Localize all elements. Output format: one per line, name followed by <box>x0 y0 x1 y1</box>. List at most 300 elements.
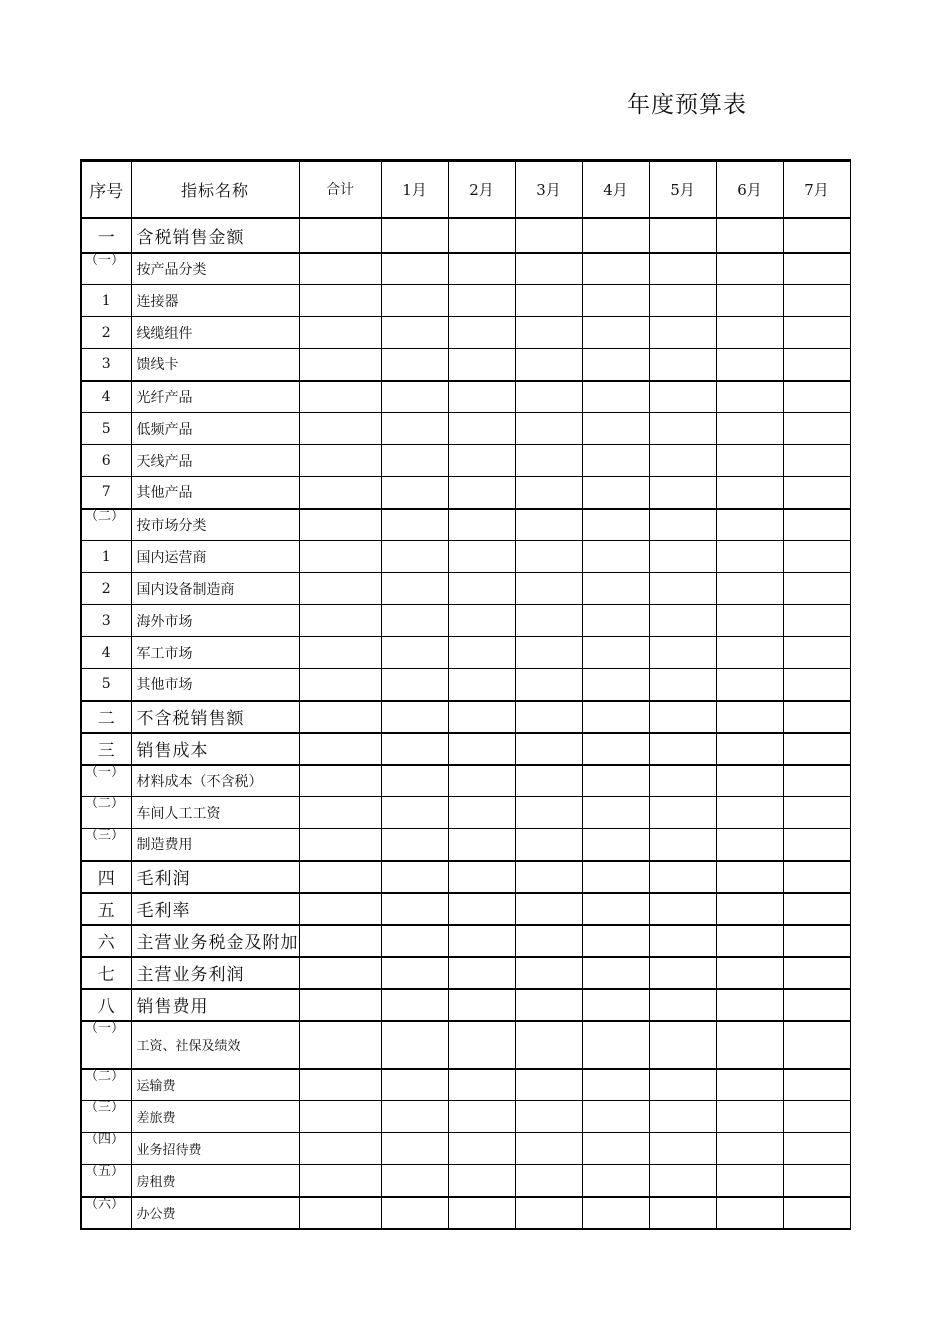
cell-month-6[interactable] <box>716 541 783 573</box>
cell-month-2[interactable] <box>448 541 515 573</box>
row-name: 海外市场 <box>131 605 299 637</box>
row-name: 不含税销售额 <box>131 701 299 733</box>
cell-month-2[interactable] <box>448 957 515 989</box>
cell-total[interactable] <box>299 733 381 765</box>
cell-total[interactable] <box>299 445 381 477</box>
cell-month-3[interactable] <box>515 317 582 349</box>
table-row <box>81 957 850 989</box>
cell-month-3[interactable] <box>515 797 582 829</box>
cell-month-5[interactable] <box>649 733 716 765</box>
cell-month-3[interactable] <box>515 413 582 445</box>
cell-month-5[interactable] <box>649 861 716 893</box>
cell-month-3[interactable] <box>515 1133 582 1165</box>
cell-month-4[interactable] <box>582 285 649 317</box>
cell-month-5[interactable] <box>649 893 716 925</box>
cell-total[interactable] <box>299 285 381 317</box>
row-seq: 三 <box>81 733 131 765</box>
cell-month-2[interactable] <box>448 477 515 509</box>
cell-month-3[interactable] <box>515 861 582 893</box>
row-name: 线缆组件 <box>131 317 299 349</box>
cell-month-1[interactable] <box>381 1133 448 1165</box>
cell-month-2[interactable] <box>448 1021 515 1069</box>
cell-month-6[interactable] <box>716 1165 783 1197</box>
cell-month-1[interactable] <box>381 477 448 509</box>
row-seq: 5 <box>81 413 131 445</box>
cell-month-7[interactable] <box>783 893 850 925</box>
cell-month-2[interactable] <box>448 925 515 957</box>
row-name: 业务招待费 <box>131 1133 299 1165</box>
row-name: 销售成本 <box>131 733 299 765</box>
table-row <box>81 765 850 797</box>
cell-month-1[interactable] <box>381 861 448 893</box>
cell-month-4[interactable] <box>582 413 649 445</box>
cell-month-4[interactable] <box>582 573 649 605</box>
row-name: 办公费 <box>131 1197 299 1229</box>
cell-month-6[interactable] <box>716 637 783 669</box>
cell-month-7[interactable] <box>783 957 850 989</box>
row-seq: 7 <box>81 477 131 509</box>
cell-month-6[interactable] <box>716 893 783 925</box>
cell-month-6[interactable] <box>716 1021 783 1069</box>
cell-month-4[interactable] <box>582 1021 649 1069</box>
cell-month-7[interactable] <box>783 413 850 445</box>
cell-month-4[interactable] <box>582 1069 649 1101</box>
cell-month-4[interactable] <box>582 1133 649 1165</box>
cell-month-5[interactable] <box>649 989 716 1021</box>
cell-month-1[interactable] <box>381 765 448 797</box>
cell-month-7[interactable] <box>783 1021 850 1069</box>
cell-month-1[interactable] <box>381 285 448 317</box>
cell-month-7[interactable] <box>783 477 850 509</box>
cell-month-1[interactable] <box>381 669 448 701</box>
cell-month-2[interactable] <box>448 893 515 925</box>
cell-month-5[interactable] <box>649 957 716 989</box>
row-seq: （四） <box>81 1133 131 1165</box>
cell-total[interactable] <box>299 381 381 413</box>
cell-month-4[interactable] <box>582 1165 649 1197</box>
cell-month-1[interactable] <box>381 1197 448 1229</box>
cell-month-6[interactable] <box>716 477 783 509</box>
cell-month-4[interactable] <box>582 218 649 253</box>
table-row <box>81 381 850 413</box>
cell-month-7[interactable] <box>783 381 850 413</box>
cell-month-7[interactable] <box>783 509 850 541</box>
cell-month-4[interactable] <box>582 477 649 509</box>
cell-month-5[interactable] <box>649 285 716 317</box>
cell-month-3[interactable] <box>515 829 582 861</box>
row-name: 其他产品 <box>131 477 299 509</box>
cell-month-7[interactable] <box>783 349 850 381</box>
table-row <box>81 989 850 1021</box>
cell-month-2[interactable] <box>448 285 515 317</box>
cell-month-2[interactable] <box>448 765 515 797</box>
cell-month-7[interactable] <box>783 605 850 637</box>
row-seq: （一） <box>81 765 131 797</box>
cell-month-1[interactable] <box>381 381 448 413</box>
cell-month-6[interactable] <box>716 1133 783 1165</box>
cell-total[interactable] <box>299 218 381 253</box>
header-month-2: 2月 <box>448 161 515 218</box>
cell-month-7[interactable] <box>783 445 850 477</box>
cell-month-7[interactable] <box>783 989 850 1021</box>
cell-month-5[interactable] <box>649 477 716 509</box>
cell-month-1[interactable] <box>381 253 448 285</box>
cell-month-4[interactable] <box>582 445 649 477</box>
cell-month-4[interactable] <box>582 861 649 893</box>
cell-month-2[interactable] <box>448 1069 515 1101</box>
cell-month-6[interactable] <box>716 701 783 733</box>
cell-month-4[interactable] <box>582 317 649 349</box>
table-row <box>81 893 850 925</box>
table-row <box>81 285 850 317</box>
cell-month-7[interactable] <box>783 253 850 285</box>
table-row <box>81 1101 850 1133</box>
row-seq: （二） <box>81 797 131 829</box>
row-name: 国内运营商 <box>131 541 299 573</box>
cell-month-2[interactable] <box>448 829 515 861</box>
cell-total[interactable] <box>299 701 381 733</box>
row-name: 销售费用 <box>131 989 299 1021</box>
cell-month-1[interactable] <box>381 349 448 381</box>
cell-total[interactable] <box>299 541 381 573</box>
cell-month-3[interactable] <box>515 957 582 989</box>
cell-month-6[interactable] <box>716 218 783 253</box>
cell-month-2[interactable] <box>448 445 515 477</box>
cell-total[interactable] <box>299 573 381 605</box>
cell-month-3[interactable] <box>515 893 582 925</box>
cell-month-7[interactable] <box>783 925 850 957</box>
cell-month-3[interactable] <box>515 445 582 477</box>
cell-month-5[interactable] <box>649 253 716 285</box>
row-seq: （一） <box>81 1021 131 1069</box>
cell-month-3[interactable] <box>515 733 582 765</box>
cell-month-2[interactable] <box>448 349 515 381</box>
cell-total[interactable] <box>299 861 381 893</box>
cell-month-1[interactable] <box>381 989 448 1021</box>
header-name: 指标名称 <box>131 161 299 218</box>
cell-month-2[interactable] <box>448 1165 515 1197</box>
cell-month-6[interactable] <box>716 1101 783 1133</box>
cell-month-6[interactable] <box>716 253 783 285</box>
table-row <box>81 637 850 669</box>
cell-month-5[interactable] <box>649 765 716 797</box>
table-row <box>81 1197 850 1229</box>
cell-month-6[interactable] <box>716 829 783 861</box>
cell-month-7[interactable] <box>783 541 850 573</box>
cell-month-3[interactable] <box>515 765 582 797</box>
cell-month-3[interactable] <box>515 253 582 285</box>
cell-total[interactable] <box>299 893 381 925</box>
cell-total[interactable] <box>299 477 381 509</box>
cell-month-2[interactable] <box>448 253 515 285</box>
table-row <box>81 669 850 701</box>
cell-month-3[interactable] <box>515 573 582 605</box>
table-row <box>81 445 850 477</box>
table-row <box>81 605 850 637</box>
cell-month-4[interactable] <box>582 925 649 957</box>
cell-total[interactable] <box>299 1069 381 1101</box>
table-body <box>81 218 850 1229</box>
cell-month-5[interactable] <box>649 1165 716 1197</box>
cell-month-3[interactable] <box>515 349 582 381</box>
cell-month-3[interactable] <box>515 509 582 541</box>
cell-total[interactable] <box>299 637 381 669</box>
row-name: 其他市场 <box>131 669 299 701</box>
cell-month-4[interactable] <box>582 989 649 1021</box>
row-seq: 3 <box>81 605 131 637</box>
cell-month-1[interactable] <box>381 637 448 669</box>
cell-total[interactable] <box>299 957 381 989</box>
cell-month-7[interactable] <box>783 1101 850 1133</box>
cell-month-5[interactable] <box>649 413 716 445</box>
cell-total[interactable] <box>299 1197 381 1229</box>
cell-total[interactable] <box>299 1101 381 1133</box>
cell-month-7[interactable] <box>783 573 850 605</box>
cell-month-5[interactable] <box>649 541 716 573</box>
cell-month-3[interactable] <box>515 1197 582 1229</box>
row-name: 连接器 <box>131 285 299 317</box>
cell-total[interactable] <box>299 509 381 541</box>
cell-month-4[interactable] <box>582 1101 649 1133</box>
cell-month-3[interactable] <box>515 701 582 733</box>
cell-month-5[interactable] <box>649 797 716 829</box>
cell-month-4[interactable] <box>582 349 649 381</box>
cell-month-6[interactable] <box>716 349 783 381</box>
cell-month-1[interactable] <box>381 925 448 957</box>
cell-month-6[interactable] <box>716 957 783 989</box>
cell-month-1[interactable] <box>381 413 448 445</box>
cell-total[interactable] <box>299 797 381 829</box>
cell-month-2[interactable] <box>448 1133 515 1165</box>
row-seq: 1 <box>81 541 131 573</box>
cell-month-1[interactable] <box>381 317 448 349</box>
cell-month-1[interactable] <box>381 893 448 925</box>
cell-month-4[interactable] <box>582 765 649 797</box>
cell-month-1[interactable] <box>381 1165 448 1197</box>
cell-month-4[interactable] <box>582 733 649 765</box>
cell-month-2[interactable] <box>448 218 515 253</box>
cell-month-1[interactable] <box>381 1101 448 1133</box>
cell-month-2[interactable] <box>448 1101 515 1133</box>
table-row <box>81 1021 850 1069</box>
cell-month-3[interactable] <box>515 285 582 317</box>
cell-month-2[interactable] <box>448 605 515 637</box>
cell-month-4[interactable] <box>582 893 649 925</box>
cell-total[interactable] <box>299 1133 381 1165</box>
cell-month-6[interactable] <box>716 797 783 829</box>
cell-total[interactable] <box>299 1165 381 1197</box>
row-name: 光纤产品 <box>131 381 299 413</box>
cell-month-6[interactable] <box>716 285 783 317</box>
cell-month-3[interactable] <box>515 541 582 573</box>
cell-month-5[interactable] <box>649 317 716 349</box>
cell-month-4[interactable] <box>582 509 649 541</box>
row-name: 低频产品 <box>131 413 299 445</box>
cell-month-7[interactable] <box>783 1197 850 1229</box>
cell-month-5[interactable] <box>649 1021 716 1069</box>
cell-month-2[interactable] <box>448 797 515 829</box>
cell-total[interactable] <box>299 765 381 797</box>
cell-month-4[interactable] <box>582 829 649 861</box>
cell-month-1[interactable] <box>381 1021 448 1069</box>
cell-month-3[interactable] <box>515 605 582 637</box>
cell-month-1[interactable] <box>381 573 448 605</box>
cell-month-3[interactable] <box>515 381 582 413</box>
header-total: 合计 <box>299 161 381 218</box>
header-month-7: 7月 <box>783 161 850 218</box>
cell-month-7[interactable] <box>783 1165 850 1197</box>
cell-month-5[interactable] <box>649 669 716 701</box>
cell-month-5[interactable] <box>649 925 716 957</box>
cell-month-1[interactable] <box>381 957 448 989</box>
cell-month-7[interactable] <box>783 861 850 893</box>
cell-month-2[interactable] <box>448 861 515 893</box>
cell-month-7[interactable] <box>783 637 850 669</box>
cell-month-6[interactable] <box>716 733 783 765</box>
cell-month-4[interactable] <box>582 957 649 989</box>
cell-month-6[interactable] <box>716 413 783 445</box>
cell-month-5[interactable] <box>649 1133 716 1165</box>
cell-month-7[interactable] <box>783 765 850 797</box>
cell-month-3[interactable] <box>515 218 582 253</box>
cell-month-6[interactable] <box>716 1197 783 1229</box>
cell-month-7[interactable] <box>783 1069 850 1101</box>
cell-month-1[interactable] <box>381 733 448 765</box>
cell-month-3[interactable] <box>515 1101 582 1133</box>
cell-month-1[interactable] <box>381 445 448 477</box>
cell-month-6[interactable] <box>716 669 783 701</box>
cell-month-2[interactable] <box>448 509 515 541</box>
budget-table <box>80 159 851 1230</box>
cell-month-5[interactable] <box>649 445 716 477</box>
cell-month-4[interactable] <box>582 797 649 829</box>
cell-month-4[interactable] <box>582 253 649 285</box>
cell-month-4[interactable] <box>582 605 649 637</box>
cell-month-2[interactable] <box>448 381 515 413</box>
cell-month-5[interactable] <box>649 349 716 381</box>
cell-month-4[interactable] <box>582 701 649 733</box>
cell-month-7[interactable] <box>783 218 850 253</box>
cell-month-6[interactable] <box>716 573 783 605</box>
cell-month-7[interactable] <box>783 701 850 733</box>
cell-month-3[interactable] <box>515 669 582 701</box>
cell-total[interactable] <box>299 1021 381 1069</box>
header-month-6: 6月 <box>716 161 783 218</box>
cell-month-1[interactable] <box>381 1069 448 1101</box>
cell-total[interactable] <box>299 669 381 701</box>
cell-month-7[interactable] <box>783 829 850 861</box>
cell-month-1[interactable] <box>381 797 448 829</box>
table-row <box>81 349 850 381</box>
cell-month-3[interactable] <box>515 637 582 669</box>
cell-month-4[interactable] <box>582 381 649 413</box>
cell-total[interactable] <box>299 605 381 637</box>
cell-month-2[interactable] <box>448 1197 515 1229</box>
cell-month-5[interactable] <box>649 1197 716 1229</box>
cell-month-7[interactable] <box>783 317 850 349</box>
cell-total[interactable] <box>299 317 381 349</box>
cell-month-7[interactable] <box>783 733 850 765</box>
cell-month-7[interactable] <box>783 285 850 317</box>
cell-month-7[interactable] <box>783 797 850 829</box>
cell-month-4[interactable] <box>582 541 649 573</box>
cell-month-2[interactable] <box>448 989 515 1021</box>
cell-month-1[interactable] <box>381 218 448 253</box>
row-seq: （五） <box>81 1165 131 1197</box>
cell-month-1[interactable] <box>381 541 448 573</box>
cell-month-5[interactable] <box>649 1069 716 1101</box>
cell-month-5[interactable] <box>649 381 716 413</box>
cell-month-5[interactable] <box>649 1101 716 1133</box>
cell-month-6[interactable] <box>716 381 783 413</box>
cell-month-2[interactable] <box>448 637 515 669</box>
cell-month-1[interactable] <box>381 701 448 733</box>
table-row <box>81 733 850 765</box>
cell-month-2[interactable] <box>448 701 515 733</box>
cell-total[interactable] <box>299 829 381 861</box>
cell-month-5[interactable] <box>649 509 716 541</box>
cell-month-6[interactable] <box>716 925 783 957</box>
cell-total[interactable] <box>299 253 381 285</box>
row-name: 车间人工工资 <box>131 797 299 829</box>
cell-month-5[interactable] <box>649 637 716 669</box>
cell-month-5[interactable] <box>649 218 716 253</box>
cell-month-3[interactable] <box>515 1165 582 1197</box>
cell-month-3[interactable] <box>515 925 582 957</box>
row-seq: 一 <box>81 218 131 253</box>
cell-month-7[interactable] <box>783 1133 850 1165</box>
cell-month-2[interactable] <box>448 413 515 445</box>
cell-month-4[interactable] <box>582 1197 649 1229</box>
cell-month-5[interactable] <box>649 829 716 861</box>
cell-month-6[interactable] <box>716 765 783 797</box>
cell-month-5[interactable] <box>649 605 716 637</box>
cell-total[interactable] <box>299 413 381 445</box>
cell-month-5[interactable] <box>649 701 716 733</box>
cell-total[interactable] <box>299 989 381 1021</box>
cell-month-5[interactable] <box>649 573 716 605</box>
row-name: 国内设备制造商 <box>131 573 299 605</box>
cell-month-3[interactable] <box>515 1021 582 1069</box>
cell-month-6[interactable] <box>716 445 783 477</box>
cell-month-7[interactable] <box>783 669 850 701</box>
row-seq: 1 <box>81 285 131 317</box>
page-title: 年度预算表 <box>627 92 747 118</box>
cell-month-2[interactable] <box>448 317 515 349</box>
cell-month-4[interactable] <box>582 637 649 669</box>
cell-month-4[interactable] <box>582 669 649 701</box>
cell-total[interactable] <box>299 349 381 381</box>
cell-month-1[interactable] <box>381 829 448 861</box>
cell-month-3[interactable] <box>515 1069 582 1101</box>
cell-month-2[interactable] <box>448 733 515 765</box>
cell-total[interactable] <box>299 925 381 957</box>
cell-month-6[interactable] <box>716 1069 783 1101</box>
cell-month-6[interactable] <box>716 605 783 637</box>
cell-month-3[interactable] <box>515 989 582 1021</box>
cell-month-6[interactable] <box>716 989 783 1021</box>
cell-month-1[interactable] <box>381 509 448 541</box>
cell-month-6[interactable] <box>716 317 783 349</box>
cell-month-6[interactable] <box>716 509 783 541</box>
row-name: 馈线卡 <box>131 349 299 381</box>
cell-month-2[interactable] <box>448 669 515 701</box>
cell-month-2[interactable] <box>448 573 515 605</box>
row-seq: 2 <box>81 317 131 349</box>
cell-month-1[interactable] <box>381 605 448 637</box>
cell-month-6[interactable] <box>716 861 783 893</box>
cell-month-3[interactable] <box>515 477 582 509</box>
